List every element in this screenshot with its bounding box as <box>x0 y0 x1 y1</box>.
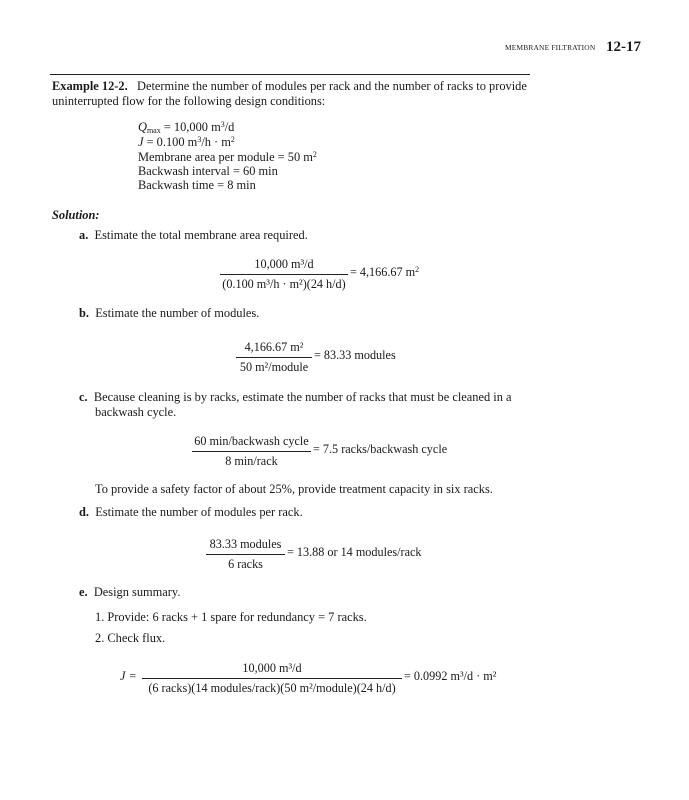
subscript-max: max <box>146 126 161 135</box>
flux-unit: /h · m <box>201 135 231 149</box>
step-a <box>79 228 308 243</box>
equation-a-fraction <box>220 257 348 292</box>
step-a-label: a. <box>79 228 89 242</box>
step-c-line2: backwash cycle. <box>95 405 177 419</box>
equation-d-fraction <box>206 537 285 572</box>
step-b-text: Estimate the number of modules. <box>95 306 260 320</box>
equation-e-denominator: (6 racks)(14 modules/rack)(50 m²/module)(24 h/d) <box>148 681 396 695</box>
step-c-line1 <box>79 390 512 405</box>
area-text: Membrane area per module = 50 m <box>138 150 313 164</box>
step-b-label: b. <box>79 306 89 320</box>
symbol-q: Q <box>138 120 147 134</box>
step-b <box>79 306 259 321</box>
step-c-note: To provide a safety factor of about 25%, provide treatment capacity in six racks. <box>95 482 493 496</box>
qmax-value: = 10,000 m <box>160 120 221 134</box>
step-d-text: Estimate the number of modules per rack. <box>95 505 303 519</box>
running-title: MEMBRANE FILTRATION <box>505 43 596 52</box>
equation-e-lhs: J = <box>120 669 137 683</box>
equation-e-fraction <box>142 661 402 696</box>
equation-b-result: = 83.33 modules <box>314 348 396 362</box>
step-d <box>79 505 303 520</box>
step-e-text: Design summary. <box>93 585 181 599</box>
equation-c-denominator: 8 min/rack <box>225 454 278 468</box>
step-d-label: d. <box>79 505 89 519</box>
equation-d-result: = 13.88 or 14 modules/rack <box>287 545 422 559</box>
qmax-exp: 3 <box>220 120 225 129</box>
step-c-text: Because cleaning is by racks, estimate the number of racks that must be cleaned in a <box>93 390 512 404</box>
qmax-unit: /d <box>224 120 235 134</box>
equation-d-denominator: 6 racks <box>228 557 263 571</box>
equation-b-denominator: 50 m²/module <box>239 360 309 374</box>
example-label: Example 12-2. <box>52 79 128 93</box>
step-e-label: e. <box>79 585 88 599</box>
equation-e-numerator: 10,000 m³/d <box>242 661 302 675</box>
symbol-j: J <box>138 135 144 149</box>
flux-exp: 3 <box>197 135 202 144</box>
example-statement-line1 <box>52 79 527 94</box>
equation-a-result-value: = 4,166.67 m <box>350 265 416 279</box>
equation-d-numerator: 83.33 modules <box>209 537 282 551</box>
equation-b-numerator: 4,166.67 m² <box>244 340 304 354</box>
solution-heading: Solution: <box>52 208 100 222</box>
flux-exp2: 2 <box>230 135 235 144</box>
equation-a-result-exp: 2 <box>415 265 420 274</box>
summary-item-1: 1. Provide: 6 racks + 1 spare for redundancy = 7 racks. <box>95 610 367 624</box>
condition-backwash-time: Backwash time = 8 min <box>138 178 256 192</box>
flux-value: = 0.100 m <box>143 135 198 149</box>
condition-qmax <box>138 120 234 135</box>
example-text: Determine the number of modules per rack and the number of racks to provide <box>137 79 527 93</box>
condition-backwash-interval: Backwash interval = 60 min <box>138 164 278 178</box>
step-e <box>79 585 180 600</box>
equation-b-fraction <box>236 340 312 375</box>
equation-c-fraction <box>192 434 311 469</box>
equation-a-denominator: (0.100 m³/h · m²)(24 h/d) <box>222 277 346 291</box>
example-statement-line2: uninterrupted flow for the following design conditions: <box>52 94 326 108</box>
equation-a-result <box>350 265 419 280</box>
step-c-label: c. <box>79 390 88 404</box>
equation-a-numerator: 10,000 m³/d <box>254 257 314 271</box>
area-exp: 2 <box>312 150 317 159</box>
condition-area <box>138 150 317 165</box>
equation-c-numerator: 60 min/backwash cycle <box>194 434 309 448</box>
page-number: 12-17 <box>606 39 641 55</box>
condition-flux <box>138 135 235 150</box>
step-a-text: Estimate the total membrane area required. <box>94 228 308 242</box>
equation-c-result: = 7.5 racks/backwash cycle <box>313 442 448 456</box>
equation-e-result: = 0.0992 m³/d · m² <box>404 669 497 683</box>
summary-item-2: 2. Check flux. <box>95 631 166 645</box>
section-rule <box>50 74 530 75</box>
